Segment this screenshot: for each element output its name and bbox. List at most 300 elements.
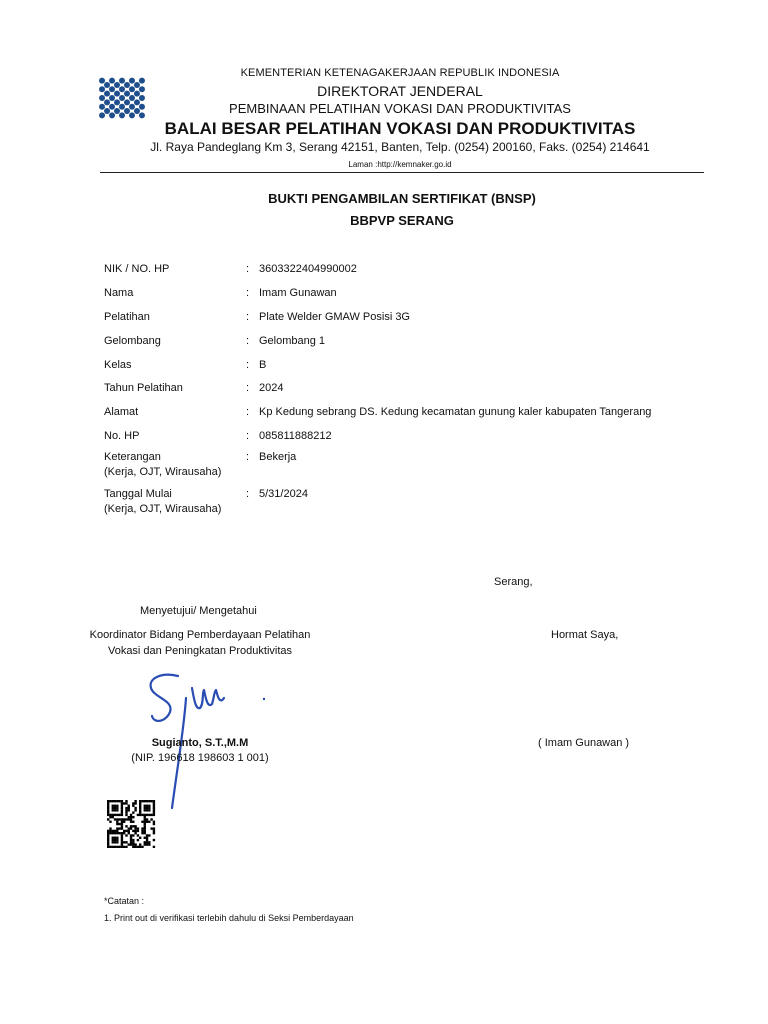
qr-module [132,834,134,836]
qr-module [134,832,136,834]
qr-module [134,830,136,832]
qr-module [109,816,111,818]
directorate-name: DIREKTORAT JENDERAL [317,83,483,99]
qr-module [144,814,146,816]
qr-module [144,818,146,820]
qr-module [141,827,143,829]
qr-module [125,809,127,811]
qr-module [144,841,146,843]
qr-module [153,846,155,848]
field-colon: : [246,451,250,463]
qr-module [144,823,146,825]
qr-module [116,846,118,848]
qr-module [118,818,120,820]
logo-dot [99,95,105,101]
qr-module [114,807,116,809]
qr-module [114,809,116,811]
qr-module [112,805,114,807]
logo-dot [119,95,125,101]
logo-dot [119,104,125,110]
logo-dot [119,112,125,118]
qr-module [137,830,139,832]
qr-module [144,827,146,829]
field-label: Tahun Pelatihan [104,382,183,394]
division-name: PEMBINAAN PELATIHAN VOKASI DAN PRODUKTIVITAS [229,101,571,116]
qr-module [153,805,155,807]
qr-module [109,832,111,834]
field-colon: : [246,359,250,371]
qr-module [137,839,139,841]
qr-module [132,830,134,832]
qr-module [121,818,123,820]
qr-module [112,839,114,841]
qr-module [107,834,109,836]
qr-module [121,811,123,813]
qr-module [139,809,141,811]
qr-module [121,837,123,839]
qr-module [144,805,146,807]
qr-module [121,825,123,827]
qr-module [130,825,132,827]
qr-module [134,846,136,848]
qr-module [134,802,136,804]
field-value: Imam Gunawan [259,287,337,299]
logo-dot [114,91,120,97]
qr-module [114,814,116,816]
qr-module [144,807,146,809]
qr-module [114,839,116,841]
field-label: Tanggal Mulai [104,488,172,500]
qr-module [123,802,125,804]
qr-module [128,830,130,832]
logo-dot [109,78,115,84]
logo-dot [129,112,135,118]
qr-module [153,821,155,823]
field-value: Bekerja [259,451,297,463]
qr-module [107,805,109,807]
qr-module [125,811,127,813]
field-colon: : [246,406,250,418]
qr-module [109,827,111,829]
qr-module [146,834,148,836]
field-label: Kelas [104,359,132,371]
qr-module [146,814,148,816]
qr-module [123,821,125,823]
qr-module [141,800,143,802]
qr-module [118,814,120,816]
qr-module [130,827,132,829]
qr-module [128,805,130,807]
qr-module [139,843,141,845]
logo-dot [114,108,120,114]
qr-module [128,832,130,834]
qr-module [144,809,146,811]
field-label: No. HP [104,430,140,442]
qr-module [128,818,130,820]
qr-module [144,832,146,834]
logo-dot [129,95,135,101]
sign-place: Serang, [494,576,533,588]
field-colon: : [246,335,250,347]
institution-address: Jl. Raya Pandeglang Km 3, Serang 42151, Banten, Telp. (0254) 200160, Faks. (0254) 214641 [150,140,650,154]
field-label: Pelatihan [104,311,150,323]
qr-module [121,823,123,825]
qr-module [146,800,148,802]
field-colon: : [246,263,250,275]
qr-module [144,843,146,845]
qr-module [118,823,120,825]
signer-name: Sugianto, S.T.,M.M [151,737,249,749]
qr-module [132,843,134,845]
logo-dot [124,99,130,105]
field-value: 3603322404990002 [259,263,357,275]
qr-module [153,800,155,802]
qr-module [134,807,136,809]
qr-module [128,816,130,818]
qr-module [153,802,155,804]
qr-module [116,832,118,834]
qr-module [107,802,109,804]
qr-module [153,839,155,841]
qr-module [116,841,118,843]
qr-module [112,814,114,816]
field-value: Gelombang 1 [259,335,326,347]
qr-module [144,825,146,827]
qr-module [137,814,139,816]
qr-module [116,821,118,823]
approval-label: Menyetujui/ Mengetahui [140,605,257,617]
qr-module [121,846,123,848]
qr-module [125,846,127,848]
qr-module [130,814,132,816]
qr-module [118,846,120,848]
qr-module [130,821,132,823]
logo-dot [109,104,115,110]
qr-module [139,837,141,839]
qr-module [114,837,116,839]
qr-module [148,814,150,816]
document-subtitle: BBPVP SERANG [350,213,454,228]
qr-module [121,843,123,845]
field-sublabel: (Kerja, OJT, Wirausaha) [104,466,222,478]
qr-module [139,805,141,807]
qr-module [114,841,116,843]
qr-module [153,823,155,825]
qr-module [146,821,148,823]
qr-module [132,839,134,841]
qr-module [132,811,134,813]
qr-module [150,818,152,820]
qr-module [148,807,150,809]
qr-module [153,830,155,832]
logo-dot [99,112,105,118]
qr-module [125,800,127,802]
field-colon: : [246,430,250,442]
logo-dot [99,78,105,84]
qr-module [107,837,109,839]
qr-module [144,800,146,802]
logo-dot [129,104,135,110]
qr-module [130,837,132,839]
logo-dot [104,91,110,97]
qr-module [130,834,132,836]
field-value: 5/31/2024 [259,488,308,500]
qr-module [121,814,123,816]
logo-dot [119,78,125,84]
qr-module [134,843,136,845]
qr-module [121,827,123,829]
qr-module [146,837,148,839]
qr-module [141,846,143,848]
qr-module [116,809,118,811]
qr-module [123,846,125,848]
qr-module [118,800,120,802]
document-title: BUKTI PENGAMBILAN SERTIFIKAT (BNSP) [268,191,536,206]
qr-module [139,800,141,802]
qr-module [112,800,114,802]
qr-module [139,814,141,816]
qr-module [134,809,136,811]
qr-module [109,800,111,802]
qr-module [107,811,109,813]
qr-module [121,834,123,836]
qr-module [146,805,148,807]
qr-module [109,830,111,832]
qr-module [123,818,125,820]
qr-module [146,843,148,845]
qr-module [139,846,141,848]
qr-module [121,839,123,841]
logo-dot [104,99,110,105]
qr-module [107,839,109,841]
qr-module [132,841,134,843]
qr-module [153,814,155,816]
field-label: NIK / NO. HP [104,263,170,275]
qr-module [150,814,152,816]
qr-module [125,802,127,804]
qr-module [107,800,109,802]
qr-module [150,800,152,802]
qr-module [144,830,146,832]
qr-module [148,800,150,802]
field-label: Gelombang [104,335,161,347]
qr-module [118,832,120,834]
qr-module [130,839,132,841]
qr-module [153,807,155,809]
qr-module [112,837,114,839]
qr-module [128,827,130,829]
field-label: Alamat [104,406,139,418]
qr-module [146,841,148,843]
qr-module [116,818,118,820]
qr-module [107,843,109,845]
qr-module [148,834,150,836]
qr-module [148,805,150,807]
qr-module [128,807,130,809]
qr-module [112,807,114,809]
signer-nip: (NIP. 196618 198603 1 001) [131,752,269,764]
qr-module [107,841,109,843]
qr-module [130,818,132,820]
qr-module [116,805,118,807]
qr-module [153,832,155,834]
field-label: Keterangan [104,451,161,463]
field-value: B [259,359,267,371]
qr-module [116,827,118,829]
qr-module [148,843,150,845]
institution-name: BALAI BESAR PELATIHAN VOKASI DAN PRODUKTIVITAS [164,119,636,138]
qr-module [121,802,123,804]
qr-module [141,830,143,832]
logo-dot [104,108,110,114]
qr-module [121,841,123,843]
qr-module [109,821,111,823]
qr-module [114,805,116,807]
field-value: 085811888212 [259,430,332,442]
qr-module [121,809,123,811]
logo-dot [114,99,120,105]
qr-module [128,843,130,845]
qr-module [153,827,155,829]
qr-module [123,830,125,832]
regards-label: Hormat Saya, [551,629,619,641]
qr-module [139,811,141,813]
qr-module [130,816,132,818]
qr-module [125,834,127,836]
qr-module [125,818,127,820]
qr-module [146,839,148,841]
logo-dot [129,78,135,84]
qr-module [137,827,139,829]
logo-dot [119,86,125,92]
qr-module [125,841,127,843]
qr-module [107,846,109,848]
field-value: Plate Welder GMAW Posisi 3G [259,311,410,323]
coordinator-title-line1: Koordinator Bidang Pemberdayaan Pelatihan [89,629,311,641]
qr-module [148,821,150,823]
qr-module [116,823,118,825]
qr-module [132,802,134,804]
qr-module [118,827,120,829]
qr-module [137,846,139,848]
qr-module [116,839,118,841]
field-colon: : [246,488,250,500]
qr-module [112,841,114,843]
logo-dot [104,82,110,88]
qr-module [107,818,109,820]
qr-module [132,825,134,827]
logo-dot [99,86,105,92]
qr-module [144,816,146,818]
field-value: 2024 [259,382,284,394]
qr-module [144,837,146,839]
qr-module [132,816,134,818]
qr-module [134,800,136,802]
qr-module [125,807,127,809]
qr-module [130,841,132,843]
qr-module [121,832,123,834]
qr-module [141,832,143,834]
qr-module [121,800,123,802]
logo-dot [109,86,115,92]
qr-module [123,832,125,834]
qr-module [137,834,139,836]
qr-module [130,843,132,845]
qr-module [121,805,123,807]
qr-module [144,821,146,823]
qr-module [116,837,118,839]
qr-module [148,809,150,811]
qr-module [150,827,152,829]
qr-module [132,846,134,848]
qr-module [112,846,114,848]
qr-module [148,841,150,843]
qr-module [125,830,127,832]
logo-dot [129,86,135,92]
header-divider [100,172,704,173]
qr-module [146,818,148,820]
qr-module [153,811,155,813]
logo-dot [124,82,130,88]
qr-module [112,832,114,834]
qr-module [116,800,118,802]
qr-module [107,830,109,832]
qr-module [112,816,114,818]
qr-module [125,814,127,816]
qr-module [121,807,123,809]
qr-module [112,830,114,832]
qr-module [132,805,134,807]
field-colon: : [246,382,250,394]
qr-module [116,814,118,816]
ministry-name: KEMENTERIAN KETENAGAKERJAAN REPUBLIK INDONESIA [240,67,560,79]
qr-module [132,821,134,823]
field-label: Nama [104,287,134,299]
qr-module [128,809,130,811]
qr-module [112,809,114,811]
qr-module [123,841,125,843]
coordinator-title-line2: Vokasi dan Peningkatan Produktivitas [107,645,293,657]
qr-module [141,814,143,816]
field-colon: : [246,287,250,299]
qr-module [107,809,109,811]
qr-module [116,807,118,809]
qr-module [107,807,109,809]
qr-module [109,846,111,848]
qr-module [125,825,127,827]
qr-module [153,809,155,811]
logo-dot [124,91,130,97]
qr-module [107,832,109,834]
logo-dot [109,95,115,101]
qr-module [141,821,143,823]
website-link[interactable]: Laman :http://kemnaker.go.id [348,160,452,169]
qr-module [116,830,118,832]
qr-module [109,814,111,816]
notes-heading: *Catatan : [104,896,145,906]
qr-code [105,800,157,848]
note-item: 1. Print out di verifikasi terlebih dahulu di Seksi Pemberdayaan [104,913,354,923]
logo-dot [99,104,105,110]
qr-module [121,821,123,823]
qr-module [114,818,116,820]
field-sublabel: (Kerja, OJT, Wirausaha) [104,503,222,515]
qr-module [134,825,136,827]
logo-dot [124,108,130,114]
qr-module [114,800,116,802]
qr-module [146,807,148,809]
qr-module [139,807,141,809]
